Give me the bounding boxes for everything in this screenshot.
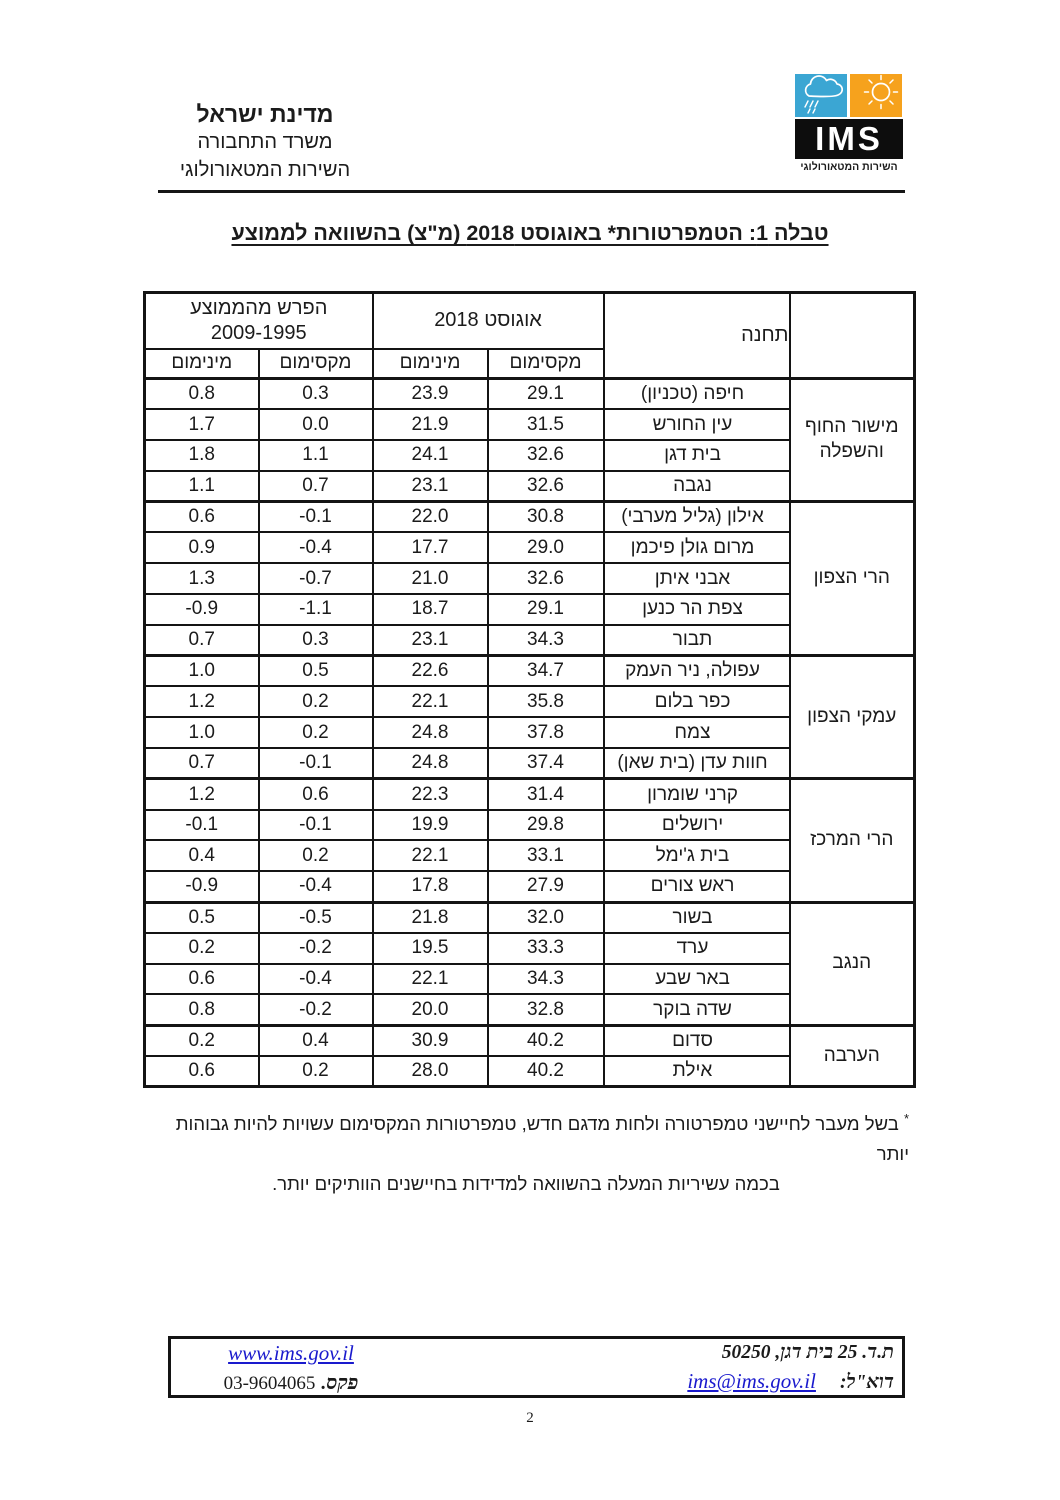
aug-max-value: 33.1 (488, 840, 604, 871)
diff-max-value: 0.4 (259, 1025, 373, 1056)
aug-min-value: 22.1 (373, 686, 488, 717)
aug-min-value: 23.1 (373, 625, 488, 656)
aug-max-value: 37.8 (488, 717, 604, 748)
aug-max-value: 31.4 (488, 779, 604, 810)
org-line-state: מדינת ישראל (196, 101, 334, 127)
aug-min-value: 21.9 (373, 409, 488, 440)
region-name: הרי הצפון (790, 502, 915, 656)
aug-max-value: 29.1 (488, 379, 604, 410)
station-name: נגבה (604, 471, 790, 502)
aug-max-value: 32.6 (488, 440, 604, 471)
email-link[interactable]: ims@ims.gov.il (687, 1369, 816, 1393)
station-name: באר שבע (604, 964, 790, 995)
aug-min-value: 22.3 (373, 779, 488, 810)
header-divider (158, 190, 905, 193)
page-title: טבלה 1: הטמפרטורות* באוגוסט 2018 (מ"צ) בהשוואה לממוצע (231, 221, 829, 245)
aug-max-value: 34.3 (488, 964, 604, 995)
diff-max-value: -0.2 (259, 933, 373, 964)
station-name: ירושלים (604, 810, 790, 841)
aug-min-value: 24.1 (373, 440, 488, 471)
footer-contact-box (168, 1336, 905, 1398)
diff-min-value: 0.2 (145, 1025, 259, 1056)
region-name: הנגב (790, 902, 915, 1025)
diff-min-value: 0.8 (145, 994, 259, 1025)
station-name: שדה בוקר (604, 994, 790, 1025)
station-name: עין החורש (604, 409, 790, 440)
aug-min-value: 17.8 (373, 871, 488, 902)
august-2018-header: אוגוסט 2018 (373, 293, 604, 349)
station-row (145, 656, 915, 687)
diff-max-value: -0.4 (259, 964, 373, 995)
aug-min-value: 22.1 (373, 964, 488, 995)
station-row (145, 1025, 915, 1056)
ims-logo-caption: השירות המטאורולוגי (800, 161, 898, 173)
stations-table-body (145, 379, 915, 1087)
footnote-marker: * (903, 1111, 909, 1126)
region-name: מישור החוף והשפלה (790, 379, 915, 502)
diff-min-value: 1.0 (145, 717, 259, 748)
station-name: עפולה, ניר העמק (604, 656, 790, 687)
region-name: הערבה (790, 1025, 915, 1087)
diff-max-value: -0.1 (259, 502, 373, 533)
aug-min-value: 21.8 (373, 902, 488, 933)
station-name: אבני איתן (604, 563, 790, 594)
aug-min-value: 18.7 (373, 594, 488, 625)
aug-max-value: 32.8 (488, 994, 604, 1025)
aug-min-value: 20.0 (373, 994, 488, 1025)
aug-min-value: 17.7 (373, 532, 488, 563)
diff-max-value: -0.5 (259, 902, 373, 933)
aug-min-value: 21.0 (373, 563, 488, 594)
diff-max-value: 0.2 (259, 840, 373, 871)
region-name: עמקי הצפון (790, 656, 915, 779)
fax-number: 03-9604065 (223, 1373, 316, 1394)
station-name: ראש צורים (604, 871, 790, 902)
aug-max-value: 32.6 (488, 471, 604, 502)
diff-max-value: 0.2 (259, 717, 373, 748)
diff-min-value: 0.6 (145, 964, 259, 995)
diff-min-value: 1.2 (145, 779, 259, 810)
station-name: בשור (604, 902, 790, 933)
page-number: 2 (526, 1410, 534, 1426)
station-name: אילת (604, 1056, 790, 1087)
postal-address: ת.ד. 25 בית דגן, 50250 (721, 1342, 894, 1363)
aug-max-value: 30.8 (488, 502, 604, 533)
diff-min-value: 0.2 (145, 933, 259, 964)
website-link[interactable]: www.ims.gov.il (228, 1341, 354, 1365)
aug-max-value: 40.2 (488, 1056, 604, 1087)
aug-min-value: 22.0 (373, 502, 488, 533)
diff-max-value: 0.5 (259, 656, 373, 687)
aug-min-value: 23.1 (373, 471, 488, 502)
aug-min-value: 23.9 (373, 379, 488, 410)
diff-min-value: 1.1 (145, 471, 259, 502)
station-column-header: תחנה (604, 293, 790, 379)
diff-min-value: 1.2 (145, 686, 259, 717)
station-name: צפת הר כנען (604, 594, 790, 625)
aug-min-value: 28.0 (373, 1056, 488, 1087)
station-name: תבור (604, 625, 790, 656)
diff-min-value: 0.4 (145, 840, 259, 871)
station-name: כפר בלום (604, 686, 790, 717)
station-name: מרום גולן פיכמן (604, 532, 790, 563)
aug-max-value: 37.4 (488, 748, 604, 779)
ims-logo-text: IMS (795, 119, 903, 159)
diff-max-value: 0.7 (259, 471, 373, 502)
aug-min-value: 22.6 (373, 656, 488, 687)
aug-min-value: 24.8 (373, 748, 488, 779)
station-name: צמח (604, 717, 790, 748)
aug-min-header: מינימום (373, 349, 488, 379)
diff-min-value: 1.7 (145, 409, 259, 440)
aug-min-value: 30.9 (373, 1025, 488, 1056)
diff-max-value: -0.2 (259, 994, 373, 1025)
station-name: קרני שומרון (604, 779, 790, 810)
aug-min-value: 19.5 (373, 933, 488, 964)
aug-max-value: 29.8 (488, 810, 604, 841)
aug-max-value: 40.2 (488, 1025, 604, 1056)
diff-min-value: 0.5 (145, 902, 259, 933)
aug-max-value: 27.9 (488, 871, 604, 902)
aug-max-value: 34.3 (488, 625, 604, 656)
diff-min-value: -0.9 (145, 594, 259, 625)
fax-label: פקס. (321, 1373, 359, 1394)
station-name: אילון (גליל מערבי) (604, 502, 790, 533)
org-line-ministry: משרד התחבורה (197, 131, 333, 153)
aug-max-value: 29.0 (488, 532, 604, 563)
station-name: חוות עדן (בית שאן) (604, 748, 790, 779)
region-name: הרי המרכז (790, 779, 915, 902)
aug-max-header: מקסימום (488, 349, 604, 379)
diff-max-value: 0.2 (259, 1056, 373, 1087)
diff-max-value: 0.3 (259, 379, 373, 410)
station-row (145, 502, 915, 533)
diff-max-value: 0.6 (259, 779, 373, 810)
diff-max-value: 0.0 (259, 409, 373, 440)
diff-max-value: -0.7 (259, 563, 373, 594)
diff-min-value: 0.6 (145, 1056, 259, 1087)
aug-min-value: 19.9 (373, 810, 488, 841)
diff-min-value: 0.6 (145, 502, 259, 533)
sun-icon (850, 74, 902, 117)
diff-max-value: 0.3 (259, 625, 373, 656)
diff-from-average-header: הפרש מהממוצע 2009-1995 (145, 293, 373, 349)
aug-max-value: 32.0 (488, 902, 604, 933)
diff-max-value: -0.1 (259, 810, 373, 841)
diff-min-value: 0.7 (145, 748, 259, 779)
aug-max-value: 33.3 (488, 933, 604, 964)
diff-max-value: -0.4 (259, 871, 373, 902)
temperatures-table (143, 291, 916, 1088)
station-name: חיפה (טכניון) (604, 379, 790, 410)
aug-max-value: 35.8 (488, 686, 604, 717)
diff-max-value: -1.1 (259, 594, 373, 625)
station-name: ערד (604, 933, 790, 964)
diff-years: 2009-1995 (210, 321, 307, 344)
footnote-line2: בכמה עשיריות המעלה בהשוואה למדידות בחיישנים הוותיקים יותר. (272, 1173, 780, 1195)
diff-max-value: 1.1 (259, 440, 373, 471)
diff-max-value: -0.4 (259, 532, 373, 563)
email-label: דוא"ל: (839, 1372, 894, 1393)
station-row (145, 779, 915, 810)
footnote-line1: בשל מעבר לחיישני טמפרטורה ולחות מדגם חדש, טמפרטורות המקסימום עשויות להיות גבוהות יותר (175, 1113, 909, 1165)
diff-min-value: 0.8 (145, 379, 259, 410)
station-row (145, 379, 915, 410)
diff-min-value: 0.7 (145, 625, 259, 656)
diff-max-header: מקסימום (259, 349, 373, 379)
aug-min-value: 22.1 (373, 840, 488, 871)
org-line-service: השירות המטאורולוגי (179, 159, 351, 181)
diff-max-value: 0.2 (259, 686, 373, 717)
aug-max-value: 31.5 (488, 409, 604, 440)
diff-min-value: -0.1 (145, 810, 259, 841)
diff-min-value: 1.3 (145, 563, 259, 594)
aug-max-value: 32.6 (488, 563, 604, 594)
org-header (158, 100, 372, 184)
station-name: סדום (604, 1025, 790, 1056)
station-name: בית ג'ימל (604, 840, 790, 871)
diff-min-value: 0.9 (145, 532, 259, 563)
ims-logo (795, 74, 903, 173)
station-name: בית דגן (604, 440, 790, 471)
diff-min-value: 1.0 (145, 656, 259, 687)
footnote (143, 1104, 909, 1199)
cloud-icon (795, 74, 847, 117)
aug-max-value: 34.7 (488, 656, 604, 687)
diff-min-value: -0.9 (145, 871, 259, 902)
diff-min-header: מינימום (145, 349, 259, 379)
diff-max-value: -0.1 (259, 748, 373, 779)
aug-max-value: 29.1 (488, 594, 604, 625)
region-column-header (790, 293, 915, 379)
station-row (145, 902, 915, 933)
diff-min-value: 1.8 (145, 440, 259, 471)
aug-min-value: 24.8 (373, 717, 488, 748)
